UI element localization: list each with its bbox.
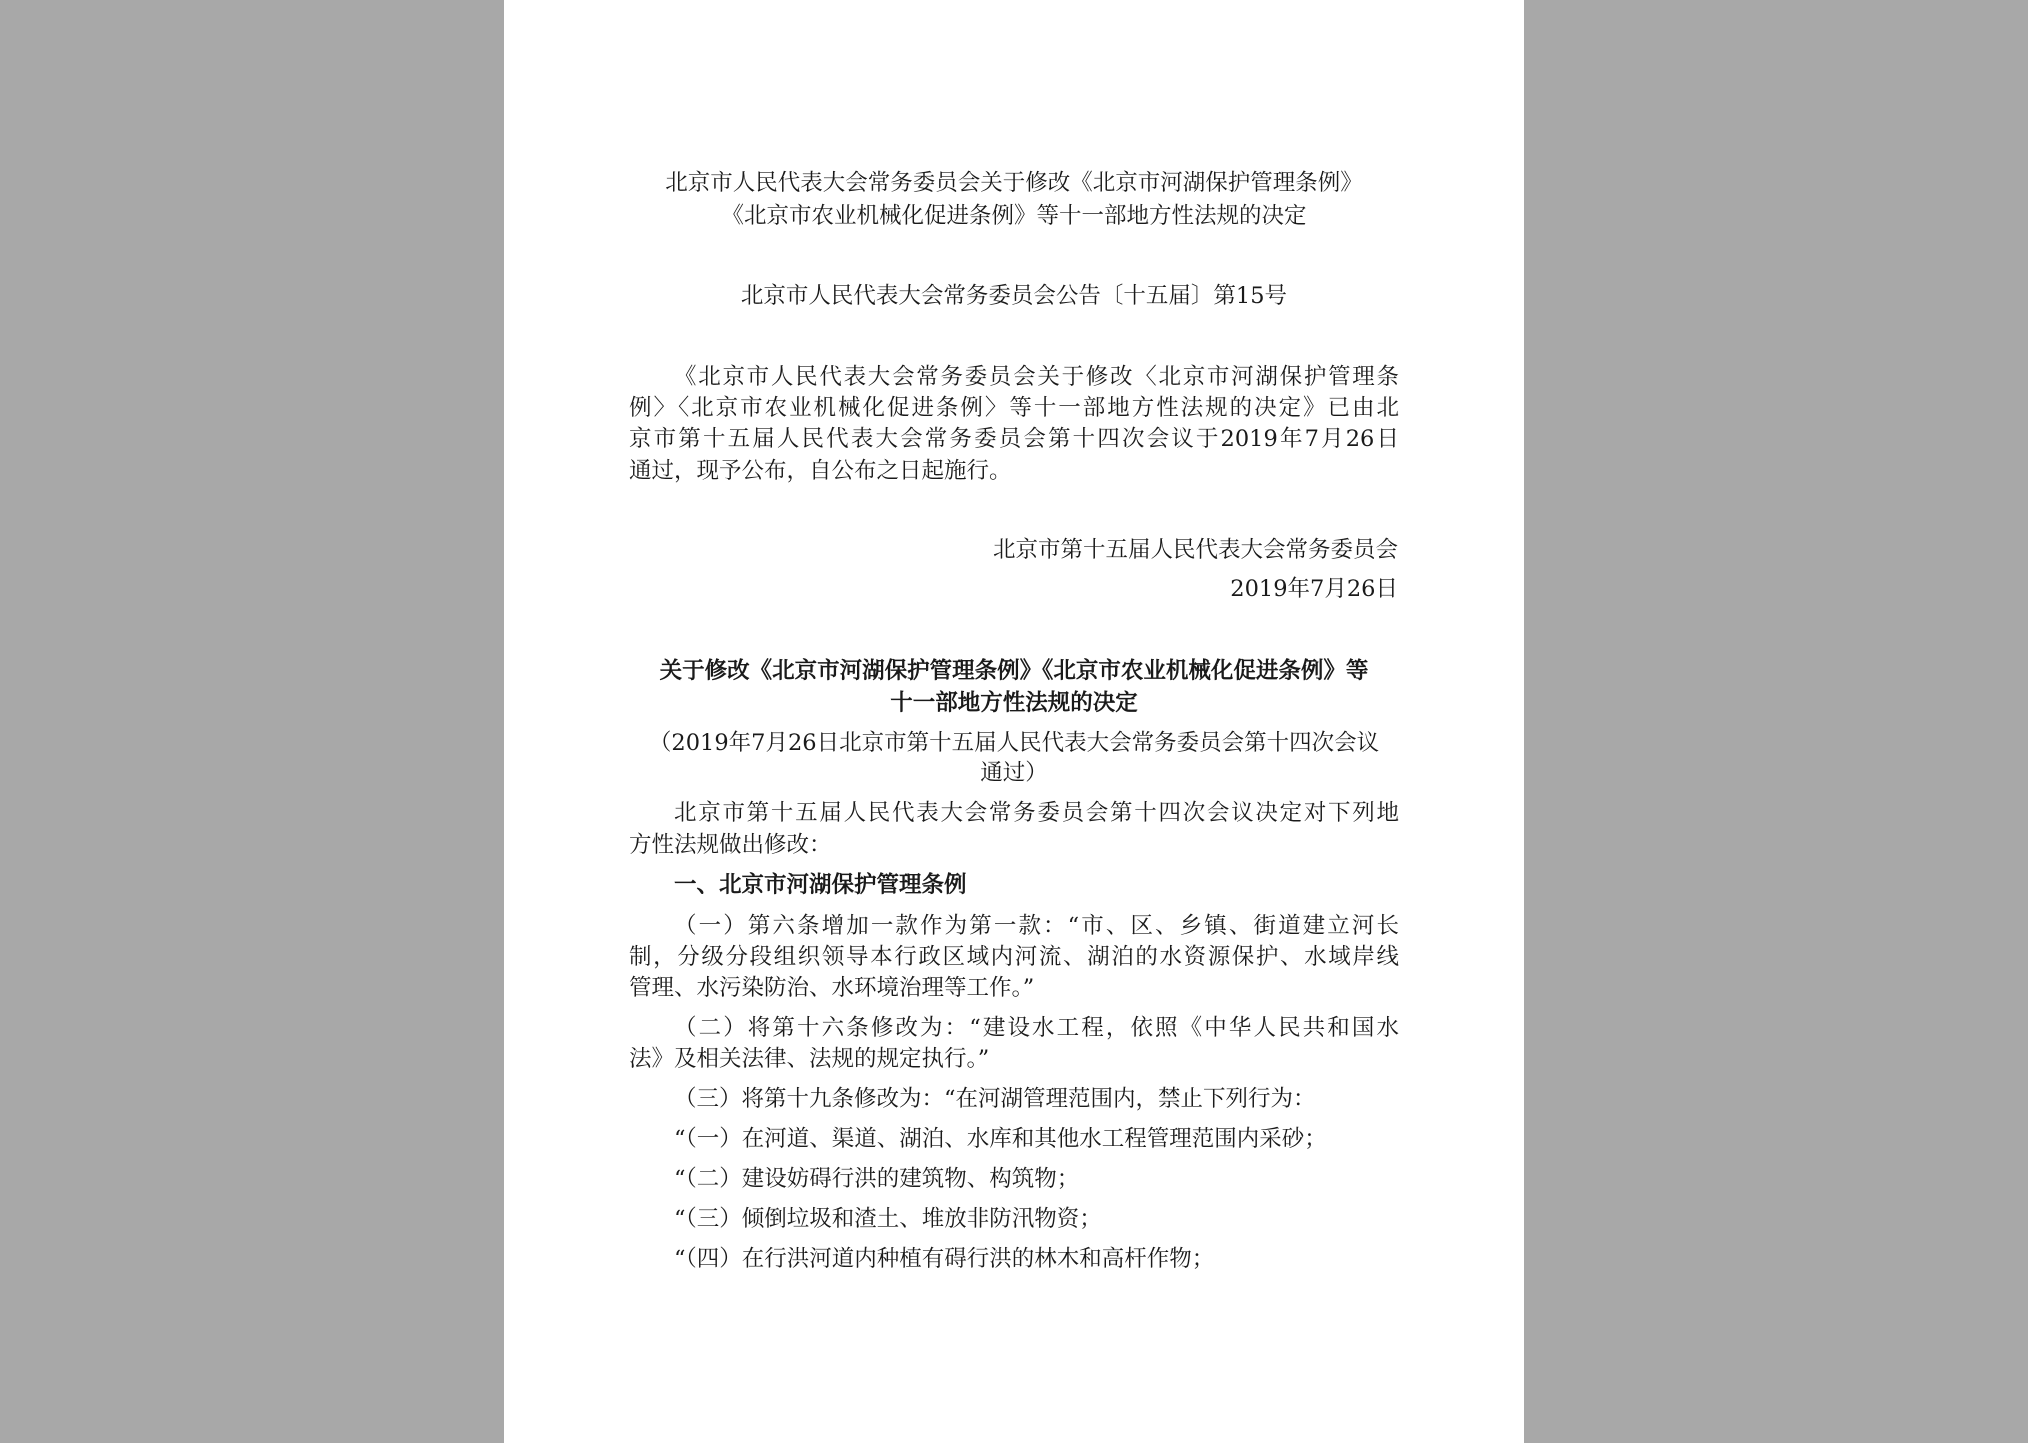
announcement-body-line-3: 京市第十五届人民代表大会常务委员会第十四次会议于2019年7月26日: [629, 426, 1399, 452]
prohibited-item-4: “（四）在行洪河道内种植有碍行洪的林木和高杆作物；: [674, 1246, 1215, 1272]
prohibited-item-1: “（一）在河道、渠道、湖泊、水库和其他水工程管理范围内采砂；: [674, 1126, 1327, 1152]
announcement-body-line-1: 《北京市人民代表大会常务委员会关于修改〈北京市河湖保护管理条: [674, 364, 1399, 390]
amendment-2-line-2: 法》及相关法律、法规的规定执行。”: [629, 1046, 990, 1072]
intro-line-1: 北京市第十五届人民代表大会常务委员会第十四次会议决定对下列地: [674, 800, 1399, 826]
section-heading: 一、北京市河湖保护管理条例: [674, 872, 967, 898]
prohibited-item-2: “（二）建设妨碍行洪的建筑物、构筑物；: [674, 1166, 1080, 1192]
signature-issuer: 北京市第十五届人民代表大会常务委员会: [992, 537, 1398, 563]
announcement-body-line-4: 通过，现予公布，自公布之日起施行。: [629, 458, 1012, 484]
decision-title-line-2: 十一部地方性法规的决定: [890, 690, 1138, 716]
adoption-note-line-1: （2019年7月26日北京市第十五届人民代表大会常务委员会第十四次会议: [648, 730, 1380, 756]
amendment-1-line-1: （一）第六条增加一款作为第一款：“市、区、乡镇、街道建立河长: [674, 913, 1399, 939]
amendment-1-line-3: 管理、水污染防治、水环境治理等工作。”: [629, 975, 1035, 1001]
intro-line-2: 方性法规做出修改：: [629, 832, 832, 858]
amendment-1-line-2: 制，分级分段组织领导本行政区域内河流、湖泊的水资源保护、水域岸线: [629, 944, 1399, 970]
amendment-3: （三）将第十九条修改为：“在河湖管理范围内，禁止下列行为：: [674, 1086, 1316, 1112]
document-page: [504, 0, 1524, 1443]
signature-date: 2019年7月26日: [1230, 576, 1398, 602]
announcement-body-line-2: 例〉〈北京市农业机械化促进条例〉等十一部地方性法规的决定》已由北: [629, 395, 1399, 421]
adoption-note-line-2: 通过）: [980, 760, 1048, 786]
header-title-line-2: 《北京市农业机械化促进条例》等十一部地方性法规的决定: [721, 203, 1307, 229]
header-title-line-1: 北京市人民代表大会常务委员会关于修改《北京市河湖保护管理条例》: [665, 170, 1363, 196]
amendment-2-line-1: （二）将第十六条修改为：“建设水工程，依照《中华人民共和国水: [674, 1015, 1399, 1041]
decision-title-line-1: 关于修改《北京市河湖保护管理条例》《北京市农业机械化促进条例》等: [659, 658, 1369, 684]
prohibited-item-3: “（三）倾倒垃圾和渣土、堆放非防汛物资；: [674, 1206, 1102, 1232]
announcement-number: 北京市人民代表大会常务委员会公告〔十五届〕第15号: [740, 283, 1288, 309]
